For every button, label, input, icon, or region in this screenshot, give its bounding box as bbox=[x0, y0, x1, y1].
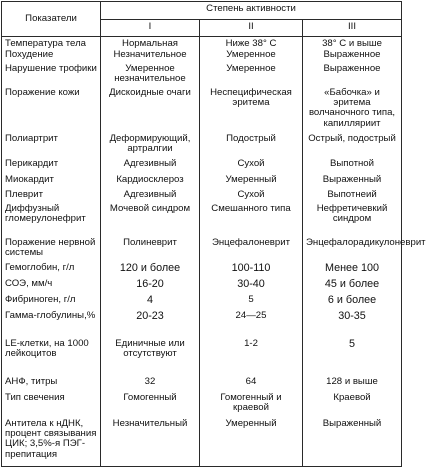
table-row bbox=[2, 263, 402, 279]
row-value-level-1: Гомогенный bbox=[101, 393, 200, 419]
row-value-level-2: 1-2 bbox=[200, 339, 303, 377]
row-name: Нарушение трофики bbox=[2, 64, 101, 88]
row-value-level-3: Выраженное bbox=[303, 50, 402, 64]
table-row bbox=[2, 311, 402, 339]
row-value-level-1: 4 bbox=[101, 295, 200, 311]
row-value-level-2: 100-110 bbox=[200, 263, 303, 279]
row-value-level-3: Краевой bbox=[303, 393, 402, 419]
row-value-level-1: 120 и более bbox=[101, 263, 200, 279]
table-row bbox=[2, 238, 402, 263]
row-value-level-1: Нормальная bbox=[101, 37, 200, 50]
row-name: Гемоглобин, г/л bbox=[2, 263, 101, 279]
row-value-level-3: Энцефалорадикулоневрит bbox=[303, 238, 402, 263]
header-level-1: I bbox=[101, 19, 200, 37]
table-row bbox=[2, 377, 402, 393]
row-name: СОЭ, мм/ч bbox=[2, 279, 101, 295]
row-value-level-3: 30-35 bbox=[303, 311, 402, 339]
row-value-level-3: Выраженный bbox=[303, 419, 402, 467]
row-value-level-1: 32 bbox=[101, 377, 200, 393]
row-name: Перикардит bbox=[2, 159, 101, 175]
row-value-level-3: 5 bbox=[303, 339, 402, 377]
row-value-level-1: Адгезивный bbox=[101, 159, 200, 175]
row-value-level-2: 64 bbox=[200, 377, 303, 393]
row-value-level-1: Адгезивный bbox=[101, 190, 200, 204]
row-name: Температура тела bbox=[2, 37, 101, 50]
row-name: Полиартрит bbox=[2, 134, 101, 159]
row-name: АНФ, титры bbox=[2, 377, 101, 393]
row-value-level-1: Полиневрит bbox=[101, 238, 200, 263]
row-value-level-1: Мочевой синдром bbox=[101, 204, 200, 238]
table-row bbox=[2, 37, 402, 50]
row-value-level-1: Кардиосклероз bbox=[101, 175, 200, 190]
row-name: Поражение нервной системы bbox=[2, 238, 101, 263]
row-value-level-3: Нефретичевкий синдром bbox=[303, 204, 402, 238]
table-row bbox=[2, 393, 402, 419]
row-value-level-3: 128 и выше bbox=[303, 377, 402, 393]
table-row bbox=[2, 64, 402, 88]
table-row bbox=[2, 159, 402, 175]
row-value-level-2: Умеренное bbox=[200, 64, 303, 88]
row-value-level-2: Сухой bbox=[200, 159, 303, 175]
row-value-level-1: 20-23 bbox=[101, 311, 200, 339]
row-value-level-2: Умеренное bbox=[200, 50, 303, 64]
row-name: Миокардит bbox=[2, 175, 101, 190]
row-value-level-2: 30-40 bbox=[200, 279, 303, 295]
row-name: Похудение bbox=[2, 50, 101, 64]
row-value-level-3: Менее 100 bbox=[303, 263, 402, 279]
row-value-level-3: «Бабочка» и эритема волчаночного типа, капилляриит bbox=[303, 88, 402, 134]
row-value-level-3: Выпотной bbox=[303, 159, 402, 175]
table-row bbox=[2, 88, 402, 134]
header-level-3: III bbox=[303, 19, 402, 37]
row-name: Тип свечения bbox=[2, 393, 101, 419]
row-name: LE-клетки, на 1000 лейкоцитов bbox=[2, 339, 101, 377]
header-indicator: Показатели bbox=[2, 2, 101, 37]
row-name: Фибриноген, г/л bbox=[2, 295, 101, 311]
row-name: Антитела к нДНК, процент связывания ЦИК; 3,5%-я ПЭГ-препитация bbox=[2, 419, 101, 467]
row-value-level-3: 6 и более bbox=[303, 295, 402, 311]
row-value-level-2: Гомогенный и краевой bbox=[200, 393, 303, 419]
row-value-level-3: Острый, подострый bbox=[303, 134, 402, 159]
row-name: Поражение кожи bbox=[2, 88, 101, 134]
row-value-level-3: 38° С и выше bbox=[303, 37, 402, 50]
row-value-level-2: Энцефалоневрит bbox=[200, 238, 303, 263]
table-row bbox=[2, 175, 402, 190]
table-row bbox=[2, 204, 402, 238]
row-value-level-3: Выраженный bbox=[303, 175, 402, 190]
row-name: Плеврит bbox=[2, 190, 101, 204]
row-name: Гамма-глобулины,% bbox=[2, 311, 101, 339]
row-value-level-1: Единичные или отсутствуют bbox=[101, 339, 200, 377]
row-value-level-3: 45 и более bbox=[303, 279, 402, 295]
row-value-level-1: Деформирующий, артралгии bbox=[101, 134, 200, 159]
row-value-level-2: Сухой bbox=[200, 190, 303, 204]
table-row bbox=[2, 279, 402, 295]
row-value-level-2: 5 bbox=[200, 295, 303, 311]
row-value-level-1: Дискоидные очаги bbox=[101, 88, 200, 134]
row-value-level-3: Выраженное bbox=[303, 64, 402, 88]
row-value-level-2: Подострый bbox=[200, 134, 303, 159]
table-row bbox=[2, 419, 402, 467]
row-value-level-1: Незначительный bbox=[101, 419, 200, 467]
activity-degree-table bbox=[1, 1, 426, 467]
row-name: Диффузный гломерулонефрит bbox=[2, 204, 101, 238]
table-row bbox=[2, 134, 402, 159]
row-value-level-2: Умеренный bbox=[200, 175, 303, 190]
header-activity-degree: Степень активности bbox=[101, 2, 402, 20]
row-value-level-3: Выпотнеий bbox=[303, 190, 402, 204]
row-value-level-2: Умеренный bbox=[200, 419, 303, 467]
row-value-level-1: Незначительное bbox=[101, 50, 200, 64]
row-value-level-2: Ниже 38° С bbox=[200, 37, 303, 50]
row-value-level-1: 16-20 bbox=[101, 279, 200, 295]
table-row bbox=[2, 190, 402, 204]
table-row bbox=[2, 339, 402, 377]
row-value-level-2: Неспецифическая эритема bbox=[200, 88, 303, 134]
row-value-level-2: Смешанного типа bbox=[200, 204, 303, 238]
header-level-2: II bbox=[200, 19, 303, 37]
row-value-level-2: 24—25 bbox=[200, 311, 303, 339]
row-value-level-1: Умеренное незначительное bbox=[101, 64, 200, 88]
table-row bbox=[2, 295, 402, 311]
table-row bbox=[2, 50, 402, 64]
